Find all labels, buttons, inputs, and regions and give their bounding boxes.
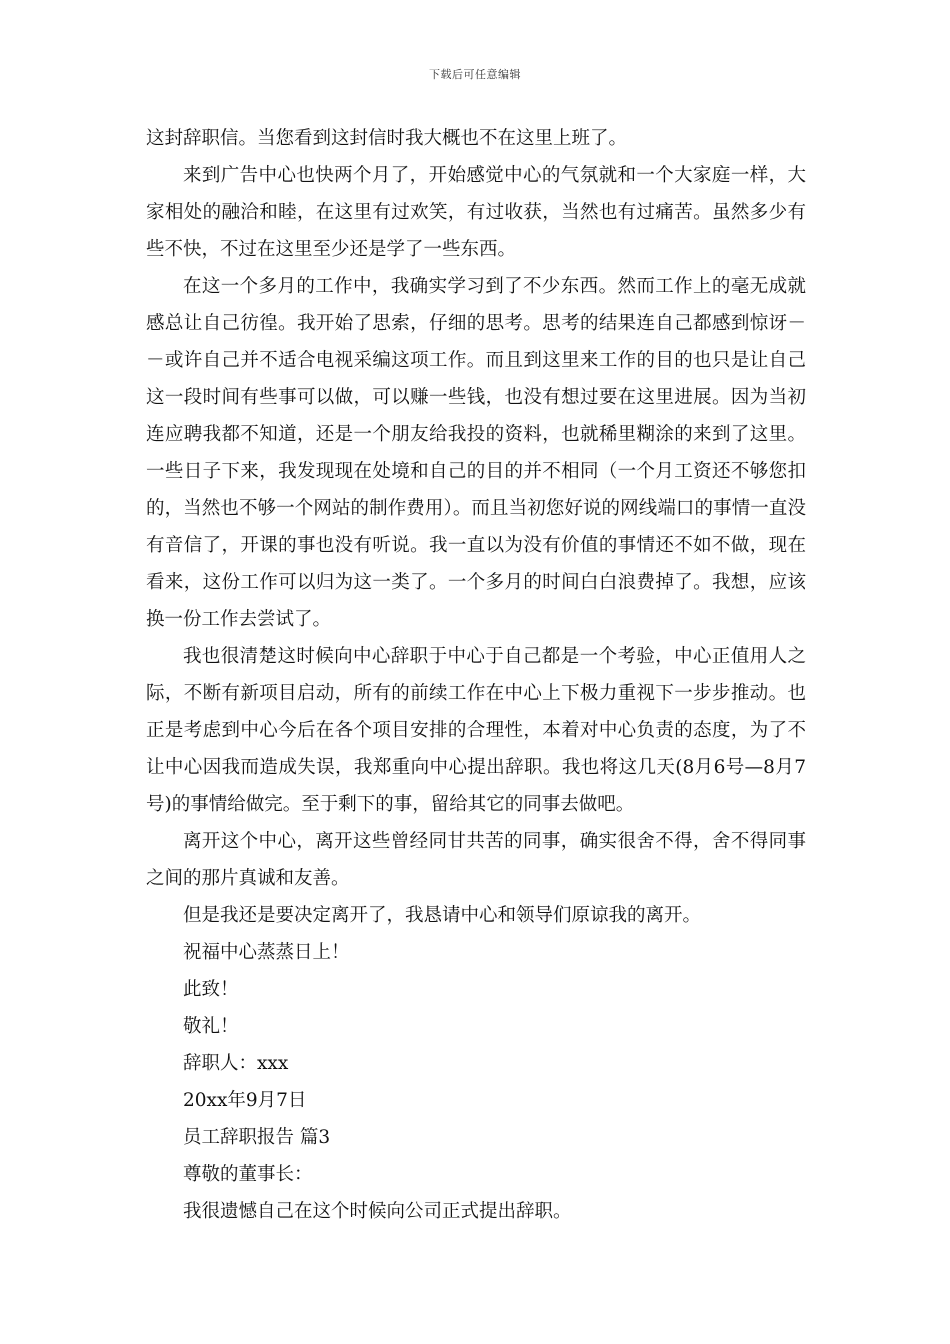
date-line: 20xx年9月7日	[183, 1090, 307, 1111]
blessing-line: 祝福中心蒸蒸日上！	[183, 942, 350, 963]
document-body	[146, 120, 806, 1230]
paragraph-farewell: 离开这个中心，离开这些曾经同甘共苦的同事，确实很舍不得，舍不得同事之间的那片真诚和友善。	[146, 831, 806, 889]
greeting-line: 尊敬的董事长：	[183, 1164, 313, 1185]
signature-line: 辞职人：xxx	[183, 1053, 289, 1074]
paragraph-resignation-reason: 我也很清楚这时候向中心辞职于中心于自己都是一个考验，中心正值用人之际，不断有新项目启动，所有的前续工作在中心上下极力重视下一步步推动。也正是考虑到中心今后在各个项目安排的合理性，本着对中心负责的态度，为了不让中心因我而造成失误，我郑重向中心提出辞职。我也将这几天(8月6号—8月7号)的事情给做完。至于剩下的事，留给其它的同事去做吧。	[146, 646, 806, 815]
salutation-line: 敬礼！	[183, 1016, 239, 1037]
closing-line: 此致！	[183, 979, 239, 1000]
page-header-note: 下载后可任意编辑	[429, 68, 521, 81]
paragraph-arrival: 来到广告中心也快两个月了，开始感觉中心的气氛就和一个大家庭一样，大家相处的融洽和睦，在这里有过欢笑，有过收获，当然也有过痛苦。虽然多少有些不快，不过在这里至少还是学了一些东西。	[146, 165, 806, 260]
paragraph-reflection: 在这一个多月的工作中，我确实学习到了不少东西。然而工作上的毫无成就感总让自己彷徨。我开始了思索，仔细的思考。思考的结果连自己都感到惊讶－－或许自己并不适合电视采编这项工作。而且到这里来工作的目的也只是让自己这一段时间有些事可以做，可以赚一些钱，也没有想过要在这里进展。因为当初连应聘我都不知道，还是一个朋友给我投的资料，也就稀里糊涂的来到了这里。一些日子下来，我发现现在处境和自己的目的并不相同（一个月工资还不够您扣的，当然也不够一个网站的制作费用）。而且当初您好说的网线端口的事情一直没有音信了，开课的事也没有听说。我一直以为没有价值的事情还不如不做，现在看来，这份工作可以归为这一类了。一个多月的时间白白浪费掉了。我想，应该换一份工作去尝试了。	[146, 276, 806, 630]
paragraph-continuation: 这封辞职信。当您看到这封信时我大概也不在这里上班了。	[146, 128, 628, 149]
paragraph-apology: 但是我还是要决定离开了，我恳请中心和领导们原谅我的离开。	[183, 905, 702, 926]
section-title: 员工辞职报告 篇3	[183, 1127, 331, 1148]
paragraph-opening: 我很遗憾自己在这个时候向公司正式提出辞职。	[183, 1201, 572, 1222]
